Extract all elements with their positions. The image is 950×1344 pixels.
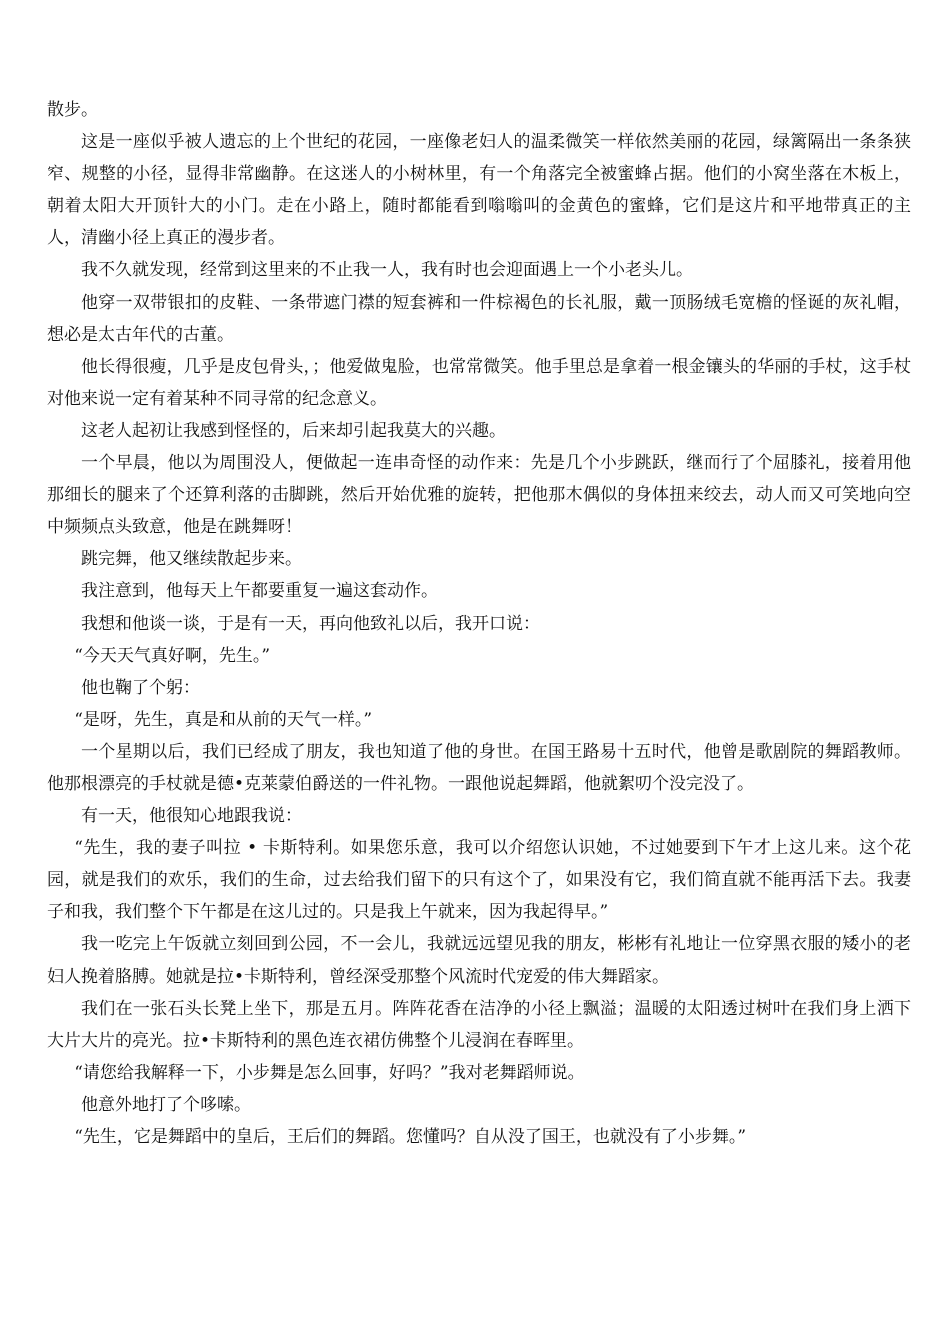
paragraph: 散步。 xyxy=(47,100,98,120)
paragraph: 一个星期以后，我们已经成了朋友，我也知道了他的身世。在国王路易十五时代，他曾是歌剧院的舞蹈教师。他那根漂亮的手杖就是德•克莱蒙伯爵送的一件礼物。一跟他说起舞蹈，他就絮叨个没完没了。 xyxy=(47,741,911,794)
paragraph: 我想和他谈一谈，于是有一天，再向他致礼以后，我开口说： xyxy=(81,613,540,634)
paragraph: 我注意到，他每天上午都要重复一遍这套动作。 xyxy=(81,581,438,602)
paragraph: 我不久就发现，经常到这里来的不止我一人，我有时也会迎面遇上一个小老头儿。 xyxy=(81,260,693,281)
paragraph: 我一吃完上午饭就立刻回到公园，不一会儿，我就远远望见我的朋友，彬彬有礼地让一位穿黑衣服的矮小的老妇人挽着胳膊。她就是拉•卡斯特利，曾经深受那整个风流时代宠爱的伟大舞蹈家。 xyxy=(47,934,911,987)
paragraph: “先生，它是舞蹈中的皇后，王后们的舞蹈。您懂吗？自从没了国王，也就没有了小步舞。” xyxy=(74,1127,747,1147)
paragraph: 跳完舞，他又继续散起步来。 xyxy=(81,549,302,570)
paragraph: 我们在一张石头长凳上坐下，那是五月。阵阵花香在洁净的小径上飘溢；温暖的太阳透过树叶在我们身上洒下大片大片的亮光。拉•卡斯特利的黑色连衣裙仿佛整个儿浸润在春晖里。 xyxy=(47,998,911,1051)
paragraph: 他也鞠了个躬： xyxy=(81,677,200,698)
paragraph: 他穿一双带银扣的皮鞋、一条带遮门襟的短套裤和一件棕褐色的长礼服，戴一顶肠绒毛宽檐的怪诞的灰礼帽，想必是太古年代的古董。 xyxy=(47,292,911,345)
paragraph: 这是一座似乎被人遗忘的上个世纪的花园，一座像老妇人的温柔微笑一样依然美丽的花园，绿篱隔出一条条狭窄、规整的小径，显得非常幽静。在这迷人的小树林里，有一个角落完全被蜜蜂占据。他们的小窝坐落在木板上，朝着太阳大开顶针大的小门。走在小路上，随时都能看到嗡嗡叫的金黄色的蜜蜂，它们是这片和平地带真正的主人，清幽小径上真正的漫步者。 xyxy=(47,132,911,249)
document-body xyxy=(47,94,911,1153)
paragraph: 一个早晨，他以为周围没人，便做起一连串奇怪的动作来：先是几个小步跳跃，继而行了个屈膝礼，接着用他那细长的腿来了个还算利落的击脚跳，然后开始优雅的旋转，把他那木偶似的身体扭来绞去，动人而又可笑地向空中频频点头致意，他是在跳舞呀！ xyxy=(47,453,911,538)
paragraph: “请您给我解释一下，小步舞是怎么回事，好吗？”我对老舞蹈师说。 xyxy=(74,1062,585,1083)
paragraph: “今天天气真好啊，先生。” xyxy=(74,645,271,666)
paragraph: 他意外地打了个哆嗦。 xyxy=(81,1094,251,1115)
paragraph: 有一天，他很知心地跟我说： xyxy=(81,806,302,827)
paragraph: “是呀，先生，真是和从前的天气一样。” xyxy=(74,709,373,730)
paragraph: “先生，我的妻子叫拉 • 卡斯特利。如果您乐意，我可以介绍您认识她，不过她要到下午才上这儿来。这个花园，就是我们的欢乐，我们的生命，过去给我们留下的只有这个了，如果没有它，我们简直就不能再活下去。我妻子和我，我们整个下午都是在这儿过的。只是我上午就来，因为我起得早。” xyxy=(47,838,911,923)
paragraph: 他长得很瘦，几乎是皮包骨头，；他爱做鬼脸，也常常微笑。他手里总是拿着一根金镶头的华丽的手杖，这手杖对他来说一定有着某种不同寻常的纪念意义。 xyxy=(47,356,911,409)
paragraph: 这老人起初让我感到怪怪的，后来却引起我莫大的兴趣。 xyxy=(81,420,506,441)
